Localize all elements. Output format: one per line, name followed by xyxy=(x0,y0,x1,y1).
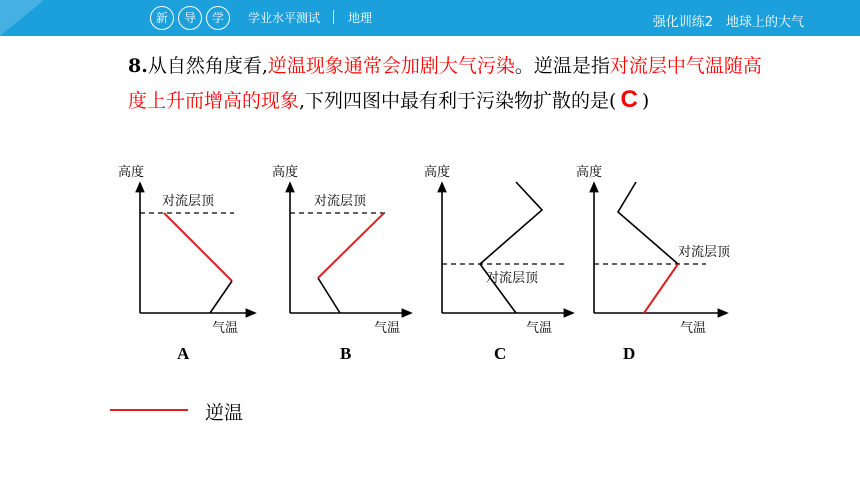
question-part-4: ) xyxy=(641,90,650,112)
x-axis-label: 气温 xyxy=(680,321,707,336)
tropopause-label: 对流层顶 xyxy=(678,245,731,260)
inversion-segment xyxy=(318,213,384,278)
choice-d: D xyxy=(623,344,636,363)
y-axis-label: 高度 xyxy=(576,165,603,180)
y-axis-label: 高度 xyxy=(118,165,145,180)
question-highlight-1: 逆温现象通常会加剧大气污染 xyxy=(267,55,515,77)
breadcrumb-divider xyxy=(333,10,334,24)
brand-badge-2: 导 xyxy=(178,6,202,30)
question-part-2: 。逆温是指 xyxy=(514,55,610,77)
tropopause-label: 对流层顶 xyxy=(486,271,539,286)
y-axis-label: 高度 xyxy=(424,165,451,180)
temperature-profile xyxy=(318,278,340,313)
diagram-b xyxy=(268,158,418,338)
question-text xyxy=(128,50,768,118)
y-axis-label: 高度 xyxy=(272,165,299,180)
tropopause-label: 对流层顶 xyxy=(162,194,215,209)
diagram-a xyxy=(112,158,262,338)
brand-badge-3: 学 xyxy=(206,6,230,30)
breadcrumb-subject: 地理 xyxy=(348,11,373,25)
breadcrumb-exam: 学业水平测试 xyxy=(248,11,321,25)
temperature-profile xyxy=(480,182,542,313)
brand-badges xyxy=(150,6,230,30)
question-highlight-2: 对流层中气温随高度上升而增高的现象 xyxy=(128,55,762,112)
header-bar xyxy=(0,0,860,36)
brand-badge-1: 新 xyxy=(150,6,174,30)
diagram-d xyxy=(574,158,760,338)
question-part-1: 从自然角度看, xyxy=(147,55,268,77)
question-number: 8. xyxy=(128,55,148,77)
question-part-3: ,下列四图中最有利于污染物扩散的是( xyxy=(299,90,617,112)
header-notch xyxy=(0,0,44,36)
x-axis-label: 气温 xyxy=(526,321,553,336)
temperature-profile xyxy=(210,281,232,313)
diagram-c xyxy=(420,158,580,338)
inversion-segment xyxy=(164,213,232,281)
legend-swatch xyxy=(110,409,188,411)
legend-label: 逆温 xyxy=(205,402,244,424)
x-axis-label: 气温 xyxy=(212,321,239,336)
temperature-profile xyxy=(618,182,678,264)
x-axis-label: 气温 xyxy=(374,321,401,336)
choice-b: B xyxy=(340,344,352,363)
inversion-segment xyxy=(644,264,678,313)
section-title: 强化训练2 地球上的大气 xyxy=(652,15,804,30)
choice-c: C xyxy=(494,344,507,363)
answer-mark: C xyxy=(620,86,638,113)
choice-a: A xyxy=(177,344,190,363)
tropopause-label: 对流层顶 xyxy=(314,194,367,209)
